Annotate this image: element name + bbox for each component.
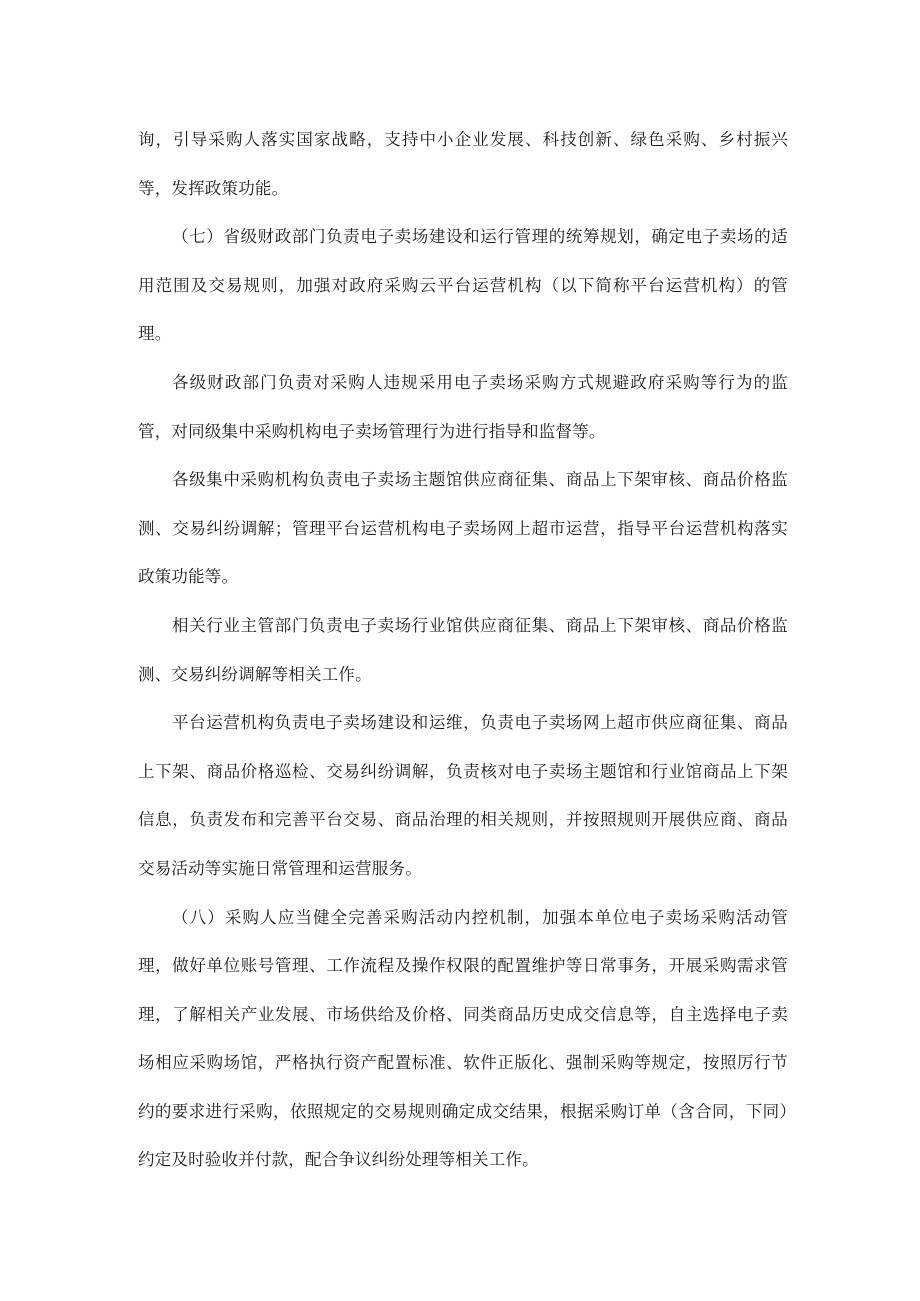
paragraph-finance-departments: 各级财政部门负责对采购人违规采用电子卖场采购方式规避政府采购等行为的监管，对同级集中采购机构电子卖场管理行为进行指导和监督等。 [138,372,788,441]
paragraph-platform-operator: 平台运营机构负责电子卖场建设和运维，负责电子卖场网上超市供应商征集、商品上下架、商品价格巡检、交易纠纷调解，负责核对电子卖场主题馆和行业馆商品上下架信息，负责发布和完善平台交易、商品治理的相关规则，并按照规则开展供应商、商品交易活动等实施日常管理和运营服务。 [138,713,788,878]
paragraph-section-eight: （八）采购人应当健全完善采购活动内控机制，加强本单位电子卖场采购活动管理，做好单位账号管理、工作流程及操作权限的配置维护等日常事务，开展采购需求管理，了解相关产业发展、市场供给及价格、同类商品历史成交信息等，自主选择电子卖场相应采购场馆，严格执行资产配置标准、软件正版化、强制采购等规定，按照厉行节约的要求进行采购，依照规定的交易规则确定成交结果，根据采购订单（含合同，下同）约定及时验收并付款，配合争议纠纷处理等相关工作。 [138,907,788,1170]
document-body [138,116,788,1185]
paragraph-procurement-agencies: 各级集中采购机构负责电子卖场主题馆供应商征集、商品上下架审核、商品价格监测、交易纠纷调解；管理平台运营机构电子卖场网上超市运营，指导平台运营机构落实政策功能等。 [138,470,788,587]
paragraph-industry-departments: 相关行业主管部门负责电子卖场行业馆供应商征集、商品上下架审核、商品价格监测、交易纠纷调解等相关工作。 [138,615,788,684]
paragraph-section-seven: （七）省级财政部门负责电子卖场建设和运行管理的统筹规划，确定电子卖场的适用范围及交易规则，加强对政府采购云平台运营机构（以下简称平台运营机构）的管理。 [138,227,788,344]
paragraph-continuation: 询，引导采购人落实国家战略，支持中小企业发展、科技创新、绿色采购、乡村振兴等，发挥政策功能。 [138,130,788,198]
